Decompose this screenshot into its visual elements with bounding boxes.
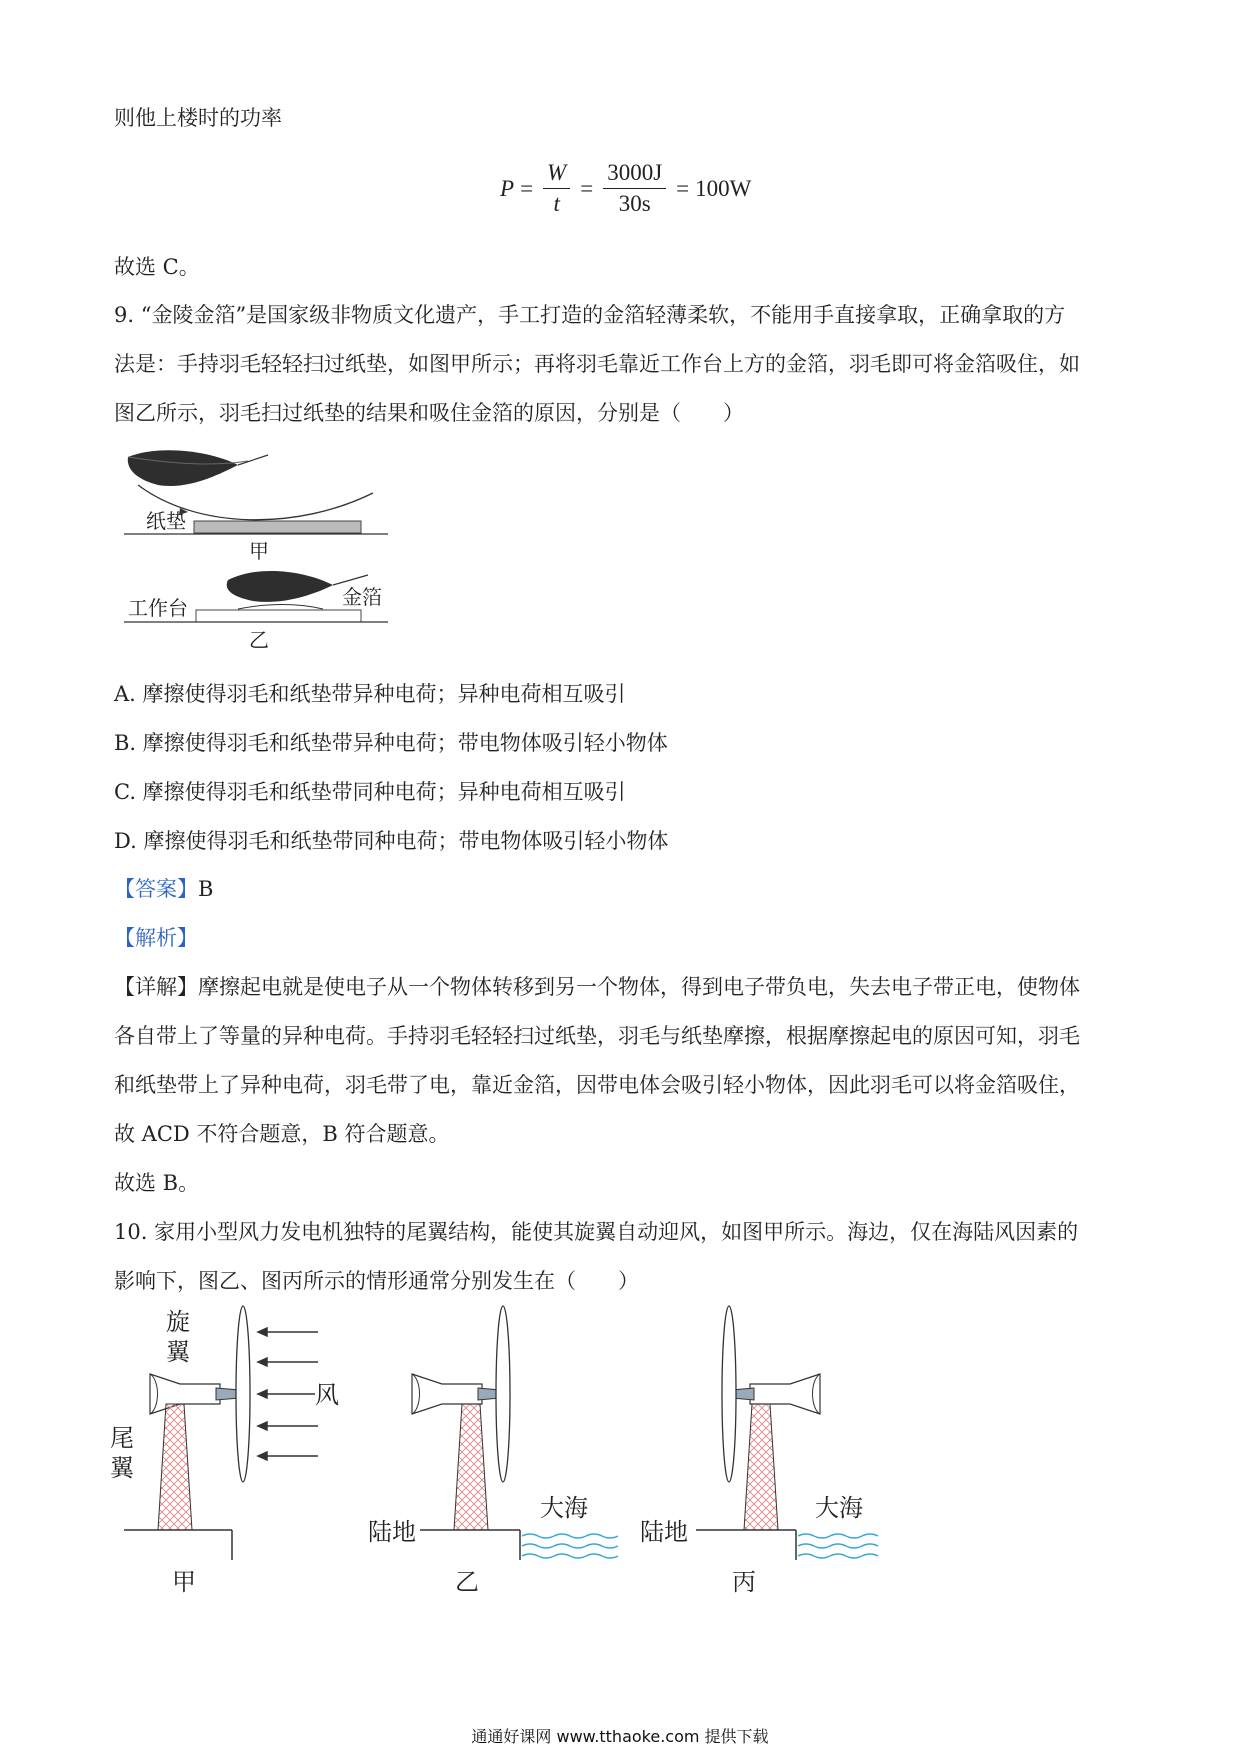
label-bing-q10: 丙 [732, 1568, 756, 1596]
label-rotor-2: 翼 [166, 1338, 190, 1366]
turbine-yi [368, 1306, 618, 1596]
label-paper-pad: 纸垫 [146, 509, 186, 533]
option-d: D. 摩擦使得羽毛和纸垫带同种电荷；带电物体吸引轻小物体 [114, 829, 669, 853]
analysis-tag: 【解析】 [114, 926, 198, 950]
label-sea-yi: 大海 [540, 1494, 588, 1522]
label-tail-1: 尾 [110, 1424, 134, 1452]
q10-line-2: 影响下，图乙、图丙所示的情形通常分别发生在（ ） [114, 1269, 639, 1293]
q10-figure [110, 1300, 910, 1600]
feather-figure-yi [124, 571, 388, 652]
option-b: B. 摩擦使得羽毛和纸垫带异种电荷；带电物体吸引轻小物体 [114, 731, 668, 755]
sea-waves-bing [798, 1534, 878, 1558]
label-gold-foil: 金箔 [342, 585, 382, 609]
label-yi-q9: 乙 [249, 628, 269, 652]
label-land-bing: 陆地 [640, 1518, 688, 1546]
prev-choice: 故选 C。 [114, 255, 200, 279]
detail-line-3: 和纸垫带上了异种电荷，羽毛带了电，靠近金箔，因带电体会吸引轻小物体，因此羽毛可以将金箔吸住， [114, 1073, 1080, 1097]
formula-fraction-1 [543, 160, 570, 217]
label-tail-2: 翼 [110, 1454, 134, 1482]
option-a: A. 摩擦使得羽毛和纸垫带异种电荷；异种电荷相互吸引 [114, 682, 626, 706]
option-c: C. 摩擦使得羽毛和纸垫带同种电荷；异种电荷相互吸引 [114, 780, 626, 804]
feather-figure-jia [124, 450, 388, 563]
formula-frac1-den: t [553, 191, 560, 216]
q9-line-1: 9. “金陵金箔”是国家级非物质文化遗产，手工打造的金箔轻薄柔软，不能用手直接拿取，正确拿取的方 [114, 303, 1066, 327]
detail-line-4: 故 ACD 不符合题意，B 符合题意。 [114, 1122, 450, 1146]
answer-tag: 【答案】 [114, 877, 198, 901]
wind-arrows [258, 1328, 318, 1460]
formula-result: 100W [695, 175, 752, 201]
page-footer: 通通好课网 www.tthaoke.com 提供下载 [471, 1727, 769, 1746]
formula-eq2: = [580, 175, 594, 201]
label-sea-bing: 大海 [815, 1494, 863, 1522]
q9-choice: 故选 B。 [114, 1171, 200, 1195]
label-jia-q10: 甲 [172, 1568, 196, 1596]
q9-line-2: 法是：手持羽毛轻轻扫过纸垫，如图甲所示；再将羽毛靠近工作台上方的金箔，羽毛即可将金箔吸住，如 [114, 352, 1080, 376]
answer-line [114, 874, 213, 904]
label-yi-q10: 乙 [455, 1568, 479, 1596]
formula-frac1-num: W [543, 160, 570, 189]
label-workbench: 工作台 [128, 596, 188, 620]
formula-eq1: = [520, 175, 534, 201]
formula-lhs: P [500, 175, 515, 201]
q10-line-1: 10. 家用小型风力发电机独特的尾翼结构，能使其旋翼自动迎风，如图甲所示。海边，仅在海陆风因素的 [114, 1220, 1079, 1244]
power-formula [500, 160, 751, 217]
label-jia-q9: 甲 [249, 539, 269, 563]
formula-frac2-num: 3000J [603, 160, 666, 189]
intro-line: 则他上楼时的功率 [114, 106, 282, 130]
formula-fraction-2 [603, 160, 666, 217]
label-wind: 风 [315, 1381, 339, 1409]
q9-line-3: 图乙所示，羽毛扫过纸垫的结果和吸住金箔的原因，分别是（ ） [114, 401, 744, 425]
sea-waves-yi [522, 1534, 618, 1558]
label-rotor-1: 旋 [166, 1308, 190, 1336]
answer-value: B [198, 877, 214, 901]
q9-figure [118, 445, 418, 655]
formula-eq3: = [676, 175, 690, 201]
label-land-yi: 陆地 [368, 1518, 416, 1546]
turbine-jia [110, 1306, 339, 1596]
turbine-bing [640, 1306, 878, 1596]
formula-frac2-den: 30s [618, 191, 651, 216]
detail-line-2: 各自带上了等量的异种电荷。手持羽毛轻轻扫过纸垫，羽毛与纸垫摩擦，根据摩擦起电的原因可知，羽毛 [114, 1024, 1080, 1048]
detail-line-1: 【详解】摩擦起电就是使电子从一个物体转移到另一个物体，得到电子带负电，失去电子带正电，使物体 [114, 975, 1080, 999]
